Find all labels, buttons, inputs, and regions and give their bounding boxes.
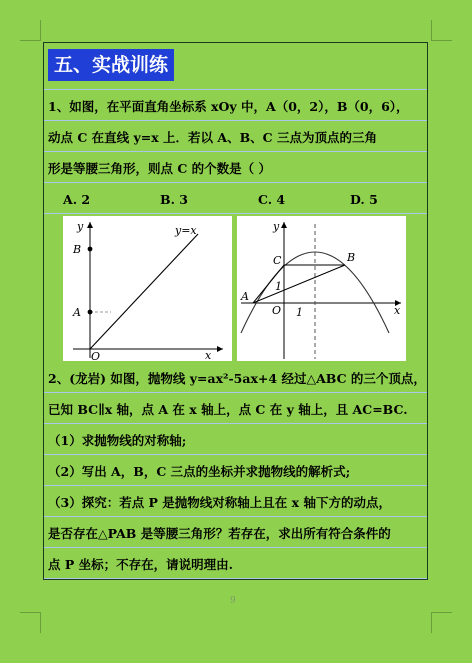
- rule-line: [44, 120, 427, 121]
- question2-part2: （2）写出 A，B，C 三点的坐标并求抛物线的解析式;: [48, 464, 351, 479]
- rule-line: [44, 423, 427, 424]
- question1-line1: 1、如图，在平面直角坐标系 xOy 中，A（0，2），B（0，6），: [48, 99, 409, 114]
- point-a-dot: [88, 310, 93, 315]
- point-a-label: A: [73, 306, 81, 319]
- y-axis-label: y: [273, 220, 280, 233]
- option-a: A. 2: [63, 192, 91, 207]
- figure-line-yx: [63, 216, 232, 361]
- y-axis-arrow-icon: [87, 222, 93, 228]
- segment-ab: [253, 265, 345, 303]
- parabola-curve: [241, 252, 389, 333]
- rule-line: [44, 516, 427, 517]
- rule-line: [44, 213, 427, 214]
- rule-line: [44, 578, 427, 579]
- y-axis-arrow-icon: [281, 222, 287, 228]
- question2-part3-line2: 是否存在△PAB 是等腰三角形？若存在，求出所有符合条件的: [48, 526, 391, 541]
- x-axis-arrow-icon: [217, 346, 223, 352]
- rule-line: [44, 392, 427, 393]
- point-a-label: A: [241, 290, 249, 303]
- x-axis-label: x: [205, 349, 212, 361]
- corner-mark-bottom-right: [431, 612, 452, 633]
- figure-parabola: [237, 216, 406, 361]
- point-c-label: C: [273, 254, 282, 267]
- question2-line1: 2、(龙岩) 如图，抛物线 y=ax²-5ax+4 经过△ABC 的三个顶点，: [48, 371, 426, 386]
- question2-part3-line1: （3）探究：若点 P 是抛物线对称轴上且在 x 轴下方的动点，: [48, 495, 391, 510]
- point-b-dot: [88, 247, 93, 252]
- rule-line: [44, 454, 427, 455]
- corner-mark-top-right: [431, 20, 452, 41]
- point-b-label: B: [347, 251, 356, 264]
- page-number: 9: [230, 596, 236, 606]
- rule-line: [44, 151, 427, 152]
- rule-line: [44, 89, 427, 90]
- origin-label: O: [91, 350, 101, 361]
- section-title: 五、实战训练: [48, 49, 174, 81]
- question2-part1: （1）求抛物线的对称轴;: [48, 433, 187, 448]
- x-axis-label: x: [394, 304, 401, 317]
- option-c: C. 4: [258, 192, 286, 207]
- question1-line3: 形是等腰三角形，则点 C 的个数是（ ）: [48, 161, 272, 176]
- line-label: y=x: [175, 224, 197, 237]
- option-d: D. 5: [350, 192, 378, 207]
- corner-mark-top-left: [20, 20, 41, 41]
- line-yx: [90, 234, 198, 349]
- question2-part3-line3: 点 P 坐标；不存在，请说明理由.: [48, 557, 233, 572]
- option-b: B. 3: [160, 192, 188, 207]
- point-b-label: B: [73, 243, 82, 256]
- question2-line2: 已知 BC∥x 轴，点 A 在 x 轴上，点 C 在 y 轴上，且 AC=BC.: [48, 402, 408, 417]
- corner-mark-bottom-left: [20, 612, 41, 633]
- tick-label-x-1: 1: [296, 306, 303, 319]
- rule-line: [44, 485, 427, 486]
- rule-line: [44, 547, 427, 548]
- question1-line2: 动点 C 在直线 y=x 上．若以 A、B、C 三点为顶点的三角: [48, 130, 377, 145]
- y-axis-label: y: [77, 220, 84, 233]
- rule-line: [44, 182, 427, 183]
- tick-label-y-1: 1: [275, 280, 282, 293]
- origin-label: O: [272, 304, 282, 317]
